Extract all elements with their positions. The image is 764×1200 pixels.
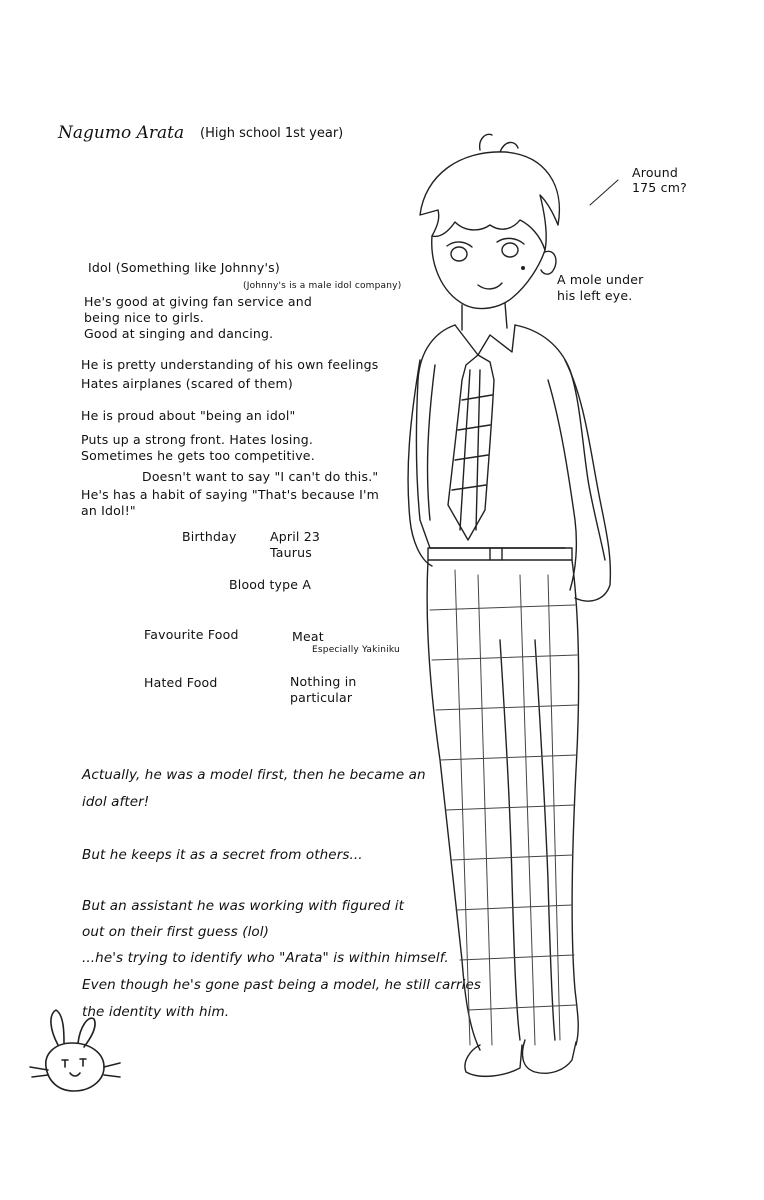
note-assistant-line1: But an assistant he was working with figured it — [82, 898, 405, 914]
hated-food-value-line1: Nothing in — [290, 674, 357, 689]
birthday-date: April 23 — [270, 529, 321, 544]
note-model-line1: Actually, he was a model first, then he became an — [82, 767, 426, 783]
profile-line-d1: Puts up a strong front. Hates losing. — [81, 432, 314, 447]
profile-line-a1: He's good at giving fan service and — [84, 294, 313, 309]
profile-line-a3: Good at singing and dancing. — [84, 326, 274, 341]
profile-line-a2: being nice to girls. — [84, 310, 204, 325]
profile-line-b1: He is pretty understanding of his own feelings — [81, 357, 379, 372]
birthday-sign: Taurus — [270, 545, 312, 560]
note-assistant-line4: Even though he's gone past being a model, he still carries — [82, 977, 482, 993]
profile-line-c: He is proud about "being an idol" — [81, 408, 296, 423]
hated-food-label: Hated Food — [144, 675, 218, 690]
profile-line-d2: Sometimes he gets too competitive. — [81, 448, 315, 463]
bunny-doodle — [20, 1005, 130, 1105]
favourite-food-value: Meat — [292, 629, 324, 644]
profile-idol: Idol (Something like Johnny's) — [88, 260, 280, 275]
character-name: Nagumo Arata — [58, 123, 185, 143]
mole-note-line1: A mole under — [557, 272, 644, 287]
birthday-label: Birthday — [182, 529, 237, 544]
note-secret: But he keeps it as a secret from others... — [82, 847, 363, 863]
profile-line-f1: He's has a habit of saying "That's because I'm — [81, 487, 380, 502]
note-assistant-line2: out on their first guess (lol) — [82, 924, 270, 940]
height-note-line1: Around — [632, 165, 679, 180]
favourite-food-note: Especially Yakiniku — [312, 645, 400, 655]
mole-note-line2: his left eye. — [557, 288, 633, 303]
height-note-line2: 175 cm? — [632, 180, 687, 195]
note-assistant-line5: the identity with him. — [82, 1004, 230, 1020]
favourite-food-label: Favourite Food — [144, 627, 239, 642]
profile-line-e: Doesn't want to say "I can't do this." — [142, 469, 379, 484]
note-model-line2: idol after! — [82, 794, 150, 810]
profile-idol-note: (Johnny's is a male idol company) — [243, 281, 402, 291]
blood-type: Blood type A — [229, 577, 312, 592]
profile-line-b2: Hates airplanes (scared of them) — [81, 376, 293, 391]
profile-line-f2: an Idol!" — [81, 503, 136, 518]
hated-food-value-line2: particular — [290, 690, 353, 705]
character-grade: (High school 1st year) — [200, 126, 344, 141]
note-assistant-line3: ...he's trying to identify who "Arata" is within himself. — [82, 950, 449, 966]
